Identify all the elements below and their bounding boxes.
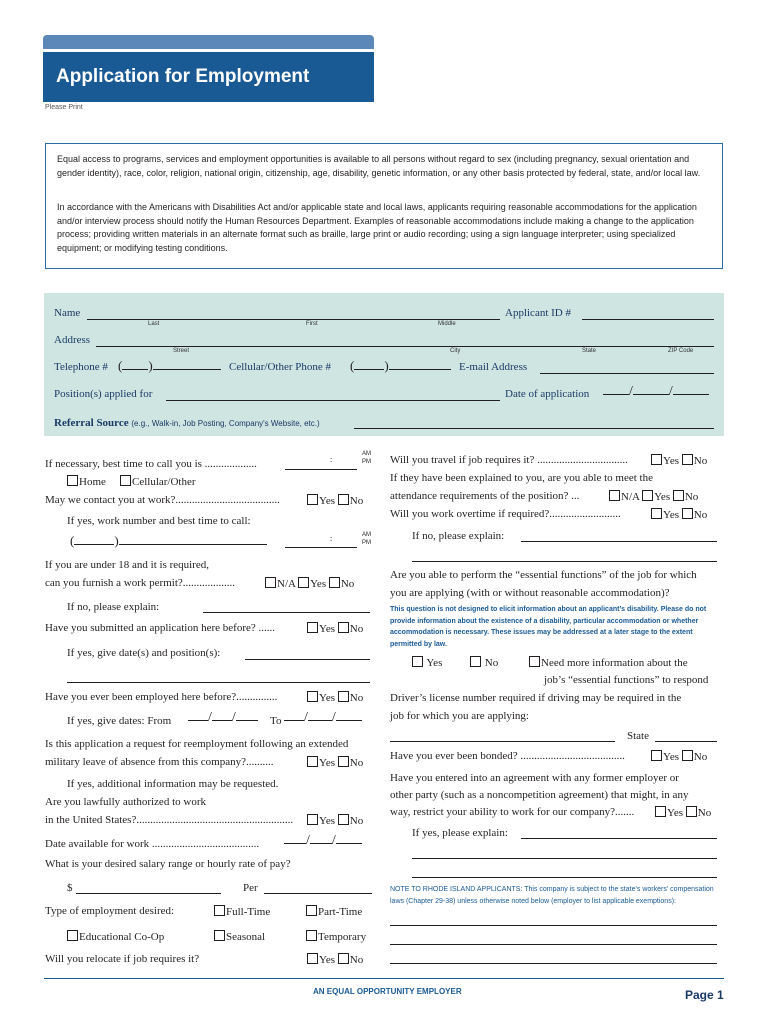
address-field[interactable] [96,346,714,347]
permit-no-checkbox[interactable] [329,577,340,588]
name-field[interactable] [87,319,500,320]
essential-yes-option[interactable] [412,656,442,669]
relocate-yes-checkbox[interactable] [307,953,318,964]
agreement-label-2: other party (such as a noncompetition agreement) that might, in any [390,789,689,801]
travel-label: Will you travel if job requires it? ................................. [390,454,628,466]
date-available-label: Date available for work ....................................... [45,838,260,850]
relocate-no-checkbox[interactable] [338,953,349,964]
attendance-label: If they have been explained to you, are you able to meet the [390,472,653,484]
license-label-2: job for which you are applying: [390,710,529,722]
agreement-label: Have you entered into an agreement with any former employer or [390,772,679,784]
submitted-label: Have you submitted an application here before? ...... [45,622,276,634]
first-caption: First [306,321,318,327]
cellular-option[interactable] [120,475,196,488]
referral-hint: (e.g., Walk-in, Job Posting, Company's Website, etc.) [131,419,320,428]
position-field[interactable] [166,400,500,401]
bonded-label: Have you ever been bonded? ...................................... [390,750,625,762]
yes-label: Yes [663,751,680,763]
need-info-label-2: job’s “essential functions” to respond [544,674,709,686]
permit-explain-label: If no, please explain: [67,601,160,613]
date-available-field[interactable]: / / [284,833,362,849]
ada-paragraph: In accordance with the Americans with Disabilities Act and/or applicable state and local laws, applicants requiring reasonable accommodations for the application and/or interview process should notify the Human Resources Department. Examples of reasonable accommodations include making a change to the application process; providing written materials in an alternate format such as braille, large print or audio recording; using a sign language interpreter; using specialized equipment; or modifying testing conditions. [57,202,697,253]
no-label: No [349,692,364,704]
exemptions-field-1[interactable] [390,925,717,926]
overtime-label: Will you work overtime if required?.......................... [390,508,621,520]
applicant-id-field[interactable] [582,319,714,320]
employed-dates-label: If yes, give dates: From [67,715,172,727]
yes-label: Yes [319,757,336,769]
yes-label: Yes [663,509,680,521]
address-label: Address [54,334,91,346]
yes-label: Yes [319,815,336,827]
contact-work-no-checkbox[interactable] [338,494,349,505]
reemploy-yes-checkbox[interactable] [307,756,318,767]
no-label: No [349,954,364,966]
yes-label: Yes [667,807,684,819]
please-print-note: Please Print [45,104,83,111]
seasonal-checkbox[interactable] [214,930,225,941]
essential-label-2: you are applying (with or without reasonable accommodation)? [390,587,670,599]
agreement-explain-field[interactable] [521,838,717,839]
middle-caption: Middle [438,321,456,327]
permit-na-checkbox[interactable] [265,577,276,588]
am-label: AM [362,451,371,457]
dollar-sign: $ [67,882,73,894]
employed-yes-checkbox[interactable] [307,691,318,702]
travel-yes-checkbox[interactable] [651,454,662,465]
temporary-option[interactable] [306,930,366,943]
disability-disclaimer: This question is not designed to elicit information about an applicant’s disability. Please do not provide information about the existence of a disability, particular accommodation or whether accommodation is necessary. These issues may be addressed at a later stage to the extent permitted by law. [390,606,707,648]
travel-no-checkbox[interactable] [682,454,693,465]
pm-label: PM [362,459,371,465]
lawful-label-2: in the United States?......................................................... [45,814,294,826]
agreement-explain-field-3[interactable] [412,877,717,878]
cell-field[interactable]: ( ) [350,358,451,374]
no-label: No [349,495,364,507]
yes-label: Yes [319,692,336,704]
no-label: No [684,491,699,503]
seasonal-option[interactable] [214,930,265,943]
coop-checkbox[interactable] [67,930,78,941]
exemptions-field-3[interactable] [390,963,717,964]
temporary-checkbox[interactable] [306,930,317,941]
attendance-no-checkbox[interactable] [673,490,684,501]
need-info-checkbox[interactable] [529,656,540,667]
submitted-yes-checkbox[interactable] [307,622,318,633]
license-number-field[interactable] [390,741,615,742]
essential-yes-checkbox[interactable] [412,656,423,667]
yes-label: Yes [310,578,327,590]
reemploy-label: Is this application a request for reemployment following an extended [45,738,349,750]
coop-label: Educational Co-Op [79,931,165,943]
no-label: No [697,807,712,819]
attendance-yes-checkbox[interactable] [642,490,653,501]
employed-from-field[interactable]: / / [188,710,258,726]
overtime-explain-field[interactable] [521,541,717,542]
permit-yes-checkbox[interactable] [298,577,309,588]
employed-label: Have you ever been employed here before?............... [45,691,278,703]
agreement-yes-checkbox[interactable] [655,806,666,817]
agreement-explain-label: If yes, please explain: [412,827,508,839]
date-application-field[interactable]: / / [603,384,709,400]
essential-label: Are you able to perform the “essential functions” of the job for which [390,569,697,581]
parttime-option[interactable] [306,905,362,918]
am-pm-toggle[interactable] [362,450,371,466]
attendance-na-checkbox[interactable] [609,490,620,501]
coop-option[interactable] [67,930,164,943]
per-field[interactable] [264,893,372,894]
street-caption: Street [173,348,190,354]
na-label: N/A [621,491,640,503]
contact-work-label: May we contact you at work?...................................... [45,494,280,506]
reemploy-no-checkbox[interactable] [338,756,349,767]
last-caption: Last [148,321,160,327]
time-colon: : [330,455,333,464]
license-state-field[interactable] [655,741,717,742]
no-label: No [693,509,708,521]
attendance-label-2: attendance requirements of the position? ... [390,490,580,502]
contact-work-yes-checkbox[interactable] [307,494,318,505]
overtime-explain-label: If no, please explain: [412,530,505,542]
permit-label: can you furnish a work permit?................... [45,577,236,589]
cellular-label: Cellular/Other [132,476,196,488]
emp-type-label: Type of employment desired: [45,905,175,917]
parttime-checkbox[interactable] [306,905,317,916]
email-field[interactable] [540,373,714,374]
no-label: No [349,757,364,769]
yes-label: Yes [319,623,336,635]
position-label: Position(s) applied for [54,388,153,400]
seasonal-label: Seasonal [226,931,266,943]
salary-field[interactable] [76,893,221,894]
license-label: Driver’s license number required if driving may be required in the [390,692,682,704]
home-option[interactable] [67,475,106,488]
am-pm-toggle-2[interactable] [362,531,371,547]
state-caption: State [582,348,597,354]
agreement-no-checkbox[interactable] [686,806,697,817]
page-title: Application for Employment [56,66,310,87]
yes-label: Yes [426,657,443,669]
exemptions-field-2[interactable] [390,944,717,945]
submitted-dates-field-2[interactable] [67,682,370,683]
license-state-label: State [627,730,649,742]
under18-label: If you are under 18 and it is required, [45,559,210,571]
cell-label: Cellular/Other Phone # [229,361,332,373]
work-best-time-field[interactable] [285,547,357,548]
no-label: No [349,623,364,635]
overtime-explain-field-2[interactable] [412,561,717,562]
relocate-label: Will you relocate if job requires it? [45,953,200,965]
telephone-label: Telephone # [54,361,108,373]
temporary-label: Temporary [318,931,367,943]
referral-label: Referral Source [54,417,129,429]
time-colon-2: : [330,534,333,543]
zip-caption: ZIP Code [668,348,694,354]
submitted-dates-label: If yes, give date(s) and position(s): [67,647,221,659]
overtime-yes-checkbox[interactable] [651,508,662,519]
page-number: Page 1 [685,988,724,1002]
best-time-field[interactable] [285,469,357,470]
eoe-statement: AN EQUAL OPPORTUNITY EMPLOYER [313,987,462,996]
rhode-island-note: NOTE TO RHODE ISLAND APPLICANTS: This company is subject to the state’s workers’ compensation laws (Chapter 29-38) unless otherwise noted below (employer to list applicable exemptions): [390,886,714,905]
agreement-label-3: way, restrict your ability to work for our company?....... [390,806,635,818]
email-label: E-mail Address [459,361,528,373]
cellular-checkbox[interactable] [120,475,131,486]
fulltime-label: Full-Time [226,906,271,918]
permit-explain-field[interactable] [203,612,370,613]
salary-label: What is your desired salary range or hourly rate of pay? [45,858,291,870]
no-label: No [340,578,355,590]
pm-label: PM [362,540,371,546]
agreement-explain-field-2[interactable] [412,858,717,859]
no-label: No [484,657,499,669]
yes-label: Yes [319,954,336,966]
bonded-yes-checkbox[interactable] [651,750,662,761]
per-label: Per [243,882,258,894]
referral-field[interactable] [354,428,714,429]
no-label: No [349,815,364,827]
telephone-field[interactable]: ( ) [118,358,221,374]
lawful-label: Are you lawfully authorized to work [45,796,206,808]
parttime-label: Part-Time [318,906,363,918]
am-label: AM [362,532,371,538]
city-caption: City [450,348,461,354]
if-yes-work-label: If yes, work number and best time to call: [67,515,251,527]
yes-label: Yes [663,455,680,467]
home-checkbox[interactable] [67,475,78,486]
na-label: N/A [277,578,296,590]
bonded-no-checkbox[interactable] [682,750,693,761]
need-info-label: Need more information about the [541,657,688,669]
header-tab-accent [43,35,374,49]
essential-need-info-option[interactable] [529,656,688,669]
yes-label: Yes [654,491,671,503]
employed-to-field[interactable]: / / [284,710,362,726]
home-label: Home [79,476,106,488]
applicant-id-label: Applicant ID # [505,307,571,319]
fulltime-checkbox[interactable] [214,905,225,916]
no-label: No [693,751,708,763]
best-time-label: If necessary, best time to call you is ................... [45,458,257,470]
fulltime-option[interactable] [214,905,270,918]
reemploy-label-2: military leave of absence from this company?.......... [45,756,274,768]
submitted-no-checkbox[interactable] [338,622,349,633]
essential-no-option[interactable] [470,656,498,669]
name-label: Name [54,307,81,319]
yes-label: Yes [319,495,336,507]
essential-no-checkbox[interactable] [470,656,481,667]
lawful-yes-checkbox[interactable] [307,814,318,825]
footer-rule [44,978,724,979]
overtime-no-checkbox[interactable] [682,508,693,519]
additional-info-note: If yes, additional information may be requested. [67,778,279,790]
submitted-dates-field[interactable] [245,659,370,660]
to-label: To [270,715,282,727]
date-application-label: Date of application [505,388,590,400]
work-number-field[interactable]: ( ) [70,533,267,549]
equal-access-paragraph: Equal access to programs, services and employment opportunities is available to all persons without regard to sex (including pregnancy, sexual orientation and gender identity), race, color, religion, national origin, citizenship, age, disability, genetic information, or any other basis protected by federal, state, and/or local law. [57,154,701,178]
no-label: No [693,455,708,467]
lawful-no-checkbox[interactable] [338,814,349,825]
employed-no-checkbox[interactable] [338,691,349,702]
